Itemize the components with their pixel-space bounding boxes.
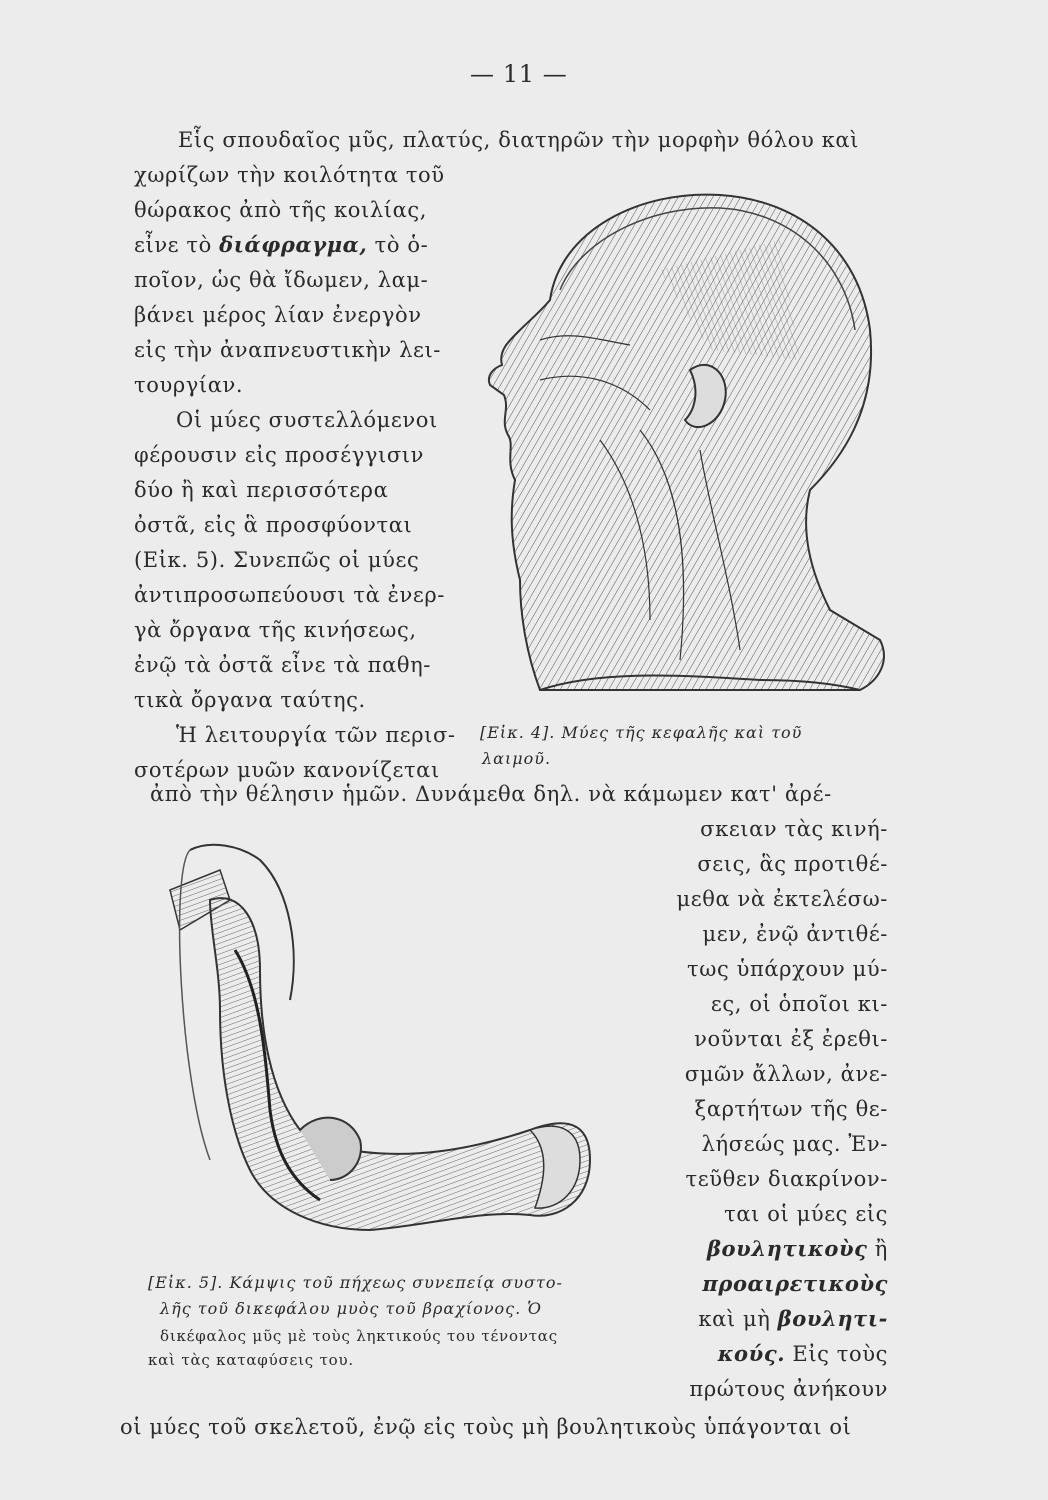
figure5-caption: δικέφαλος μῦς μὲ τοὺς ληκτικούς του τένοντας (160, 1327, 558, 1345)
figure5-caption: [Εἰκ. 5]. Κάμψις τοῦ πήχεως συνεπείᾳ συστο- (148, 1273, 563, 1292)
text-line: γὰ ὄργανα τῆς κινήσεως, (134, 618, 417, 642)
figure-head-illustration (480, 180, 900, 700)
text-line: ὀστᾶ, εἰς ἃ προσφύονται (134, 513, 413, 537)
text-segment: Εἰς τοὺς (785, 1342, 888, 1366)
text-line: τεῦθεν διακρίνον- (685, 1167, 888, 1191)
text-line: Εἷς σπουδαῖος μῦς, πλατύς, διατηρῶν τὴν μορφὴν θόλου καὶ (178, 128, 859, 152)
text-line: σμῶν ἄλλων, ἀνε- (684, 1062, 888, 1086)
text-segment: τὸ ὁ- (367, 233, 429, 257)
figure5-caption: λῆς τοῦ δικεφάλου μυὸς τοῦ βραχίονος. Ὁ (160, 1299, 543, 1318)
text-line: (Εἰκ. 5). Συνεπῶς οἱ μύες (134, 548, 420, 572)
text-line: Οἱ μύες συστελλόμενοι (176, 408, 438, 432)
text-line: σκειαν τὰς κινή- (700, 817, 888, 841)
text-line: σεις, ἃς προτιθέ- (697, 852, 888, 876)
text-segment: καὶ μὴ (698, 1307, 778, 1331)
page-number: — 11 — (470, 60, 568, 88)
text-line (698, 1305, 888, 1333)
text-line (702, 1270, 888, 1298)
text-line: λήσεώς μας. Ἐν- (701, 1132, 888, 1156)
text-segment: ἢ (867, 1237, 888, 1261)
figure-arm-illustration (150, 830, 650, 1270)
term-involuntary: βουλητι- (777, 1306, 888, 1331)
text-line: ἐνῷ τὰ ὀστᾶ εἶνε τὰ παθη- (134, 653, 431, 677)
text-line: σοτέρων μυῶν κανονίζεται (134, 758, 440, 782)
text-line: νοῦνται ἐξ ἐρεθι- (694, 1027, 888, 1051)
term-involuntary-end: κούς. (717, 1341, 786, 1366)
term-voluntary: βουλητικοὺς (707, 1236, 868, 1261)
figure5-caption: καὶ τὰς καταφύσεις του. (148, 1351, 354, 1369)
text-line: μεν, ἐνῷ ἀντιθέ- (702, 922, 888, 946)
text-line (707, 1235, 888, 1263)
text-line: τως ὑπάρχουν μύ- (687, 957, 888, 981)
text-line: πρώτους ἀνήκουν (689, 1377, 888, 1401)
text-line: εἰς τὴν ἀναπνευστικὴν λει- (134, 338, 441, 362)
text-segment: εἶνε τὸ (134, 233, 220, 257)
text-line: οἱ μύες τοῦ σκελετοῦ, ἐνῷ εἰς τοὺς μὴ βουλητικοὺς ὑπάγονται οἱ (120, 1415, 852, 1439)
text-line: δύο ἢ καὶ περισσότερα (134, 478, 389, 502)
text-line: ες, οἱ ὁποῖοι κι- (710, 992, 888, 1016)
text-line: ἀντιπροσωπεύουσι τὰ ἐνερ- (134, 583, 445, 607)
text-line: φέρουσιν εἰς προσέγγισιν (134, 443, 424, 467)
term-diaphragm: διάφραγμα, (219, 232, 368, 257)
text-line: θώρακος ἀπὸ τῆς κοιλίας, (134, 198, 427, 222)
text-line: χωρίζων τὴν κοιλότητα τοῦ (134, 163, 445, 187)
text-line: μεθα νὰ ἐκτελέσω- (676, 887, 888, 911)
text-line: ξαρτήτων τῆς θε- (694, 1097, 888, 1121)
text-line: ἀπὸ τὴν θέλησιν ἡμῶν. Δυνάμεθα δηλ. νὰ κάμωμεν κατ' ἀρέ- (150, 782, 832, 806)
text-line: Ἡ λειτουργία τῶν περισ- (176, 723, 456, 747)
figure4-caption: [Εἰκ. 4]. Μύες τῆς κεφαλῆς καὶ τοῦ (480, 723, 803, 742)
text-line: βάνει μέρος λίαν ἐνεργὸν (134, 303, 422, 327)
text-line: ποῖον, ὡς θὰ ἴδωμεν, λαμ- (134, 268, 429, 292)
text-line (718, 1340, 888, 1368)
text-line: τικὰ ὄργανα ταύτης. (134, 688, 366, 712)
text-line (134, 231, 428, 259)
text-line: τουργίαν. (134, 373, 244, 397)
term-deliberate: προαιρετικοὺς (702, 1271, 888, 1296)
figure4-caption: λαιμοῦ. (482, 749, 552, 768)
text-line: ται οἱ μύες εἰς (724, 1202, 888, 1226)
